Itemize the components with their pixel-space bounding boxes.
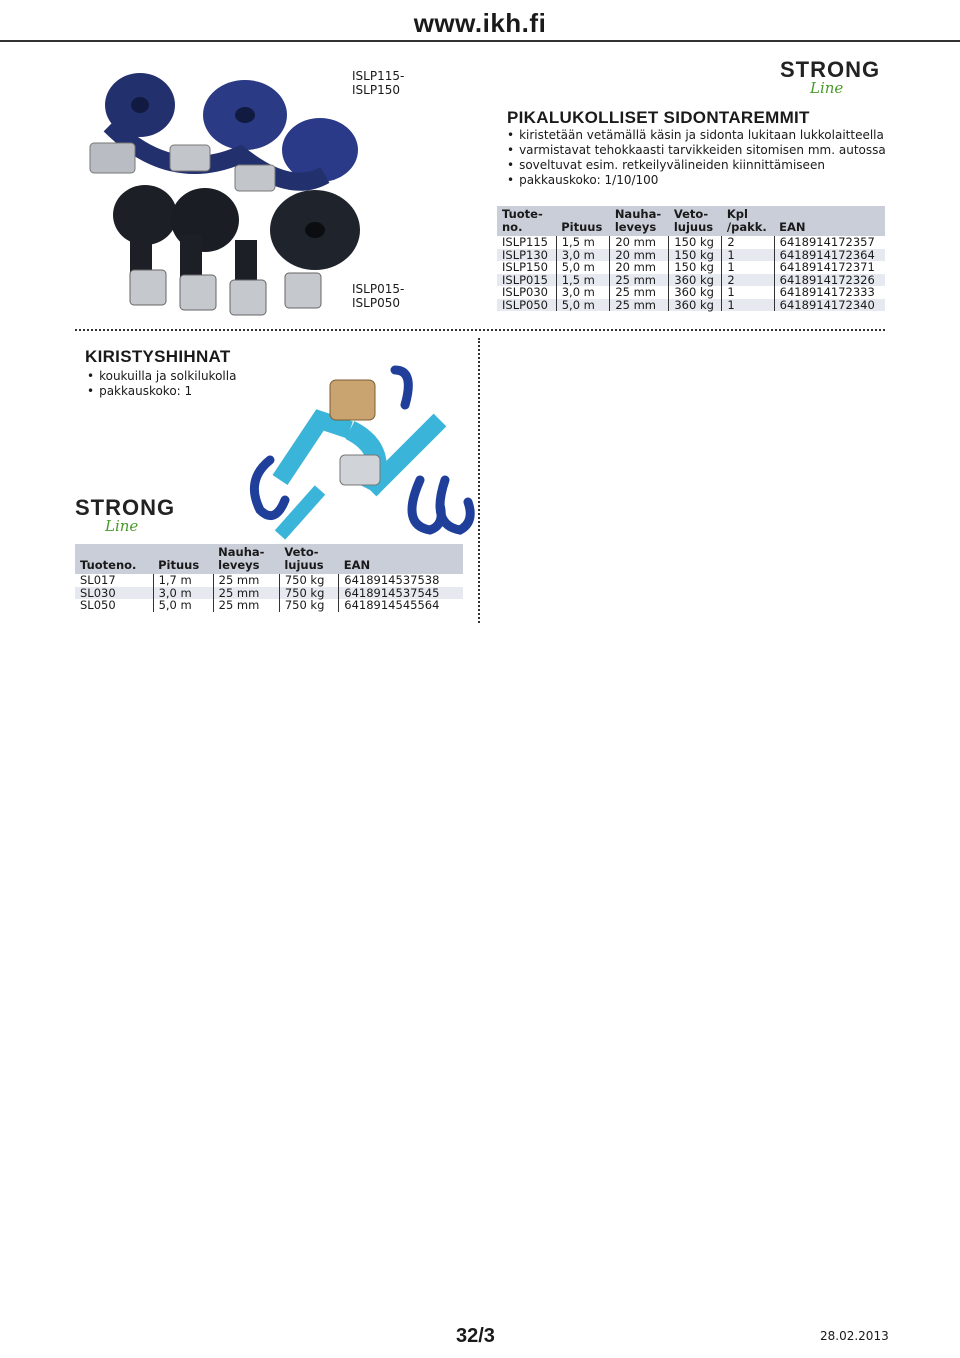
blue-buckle-1 [90,143,135,173]
column-header: Pituus [556,206,610,236]
cell: 1 [722,286,774,299]
label-line: ISLP015- [352,282,405,296]
cell: 360 kg [669,274,722,287]
feature-item: • koukuilla ja solkilukolla [87,369,337,384]
cell: 20 mm [610,249,669,262]
section-divider-horizontal [75,329,885,331]
site-title[interactable]: www.ikh.fi [413,8,547,38]
feature-item: • pakkauskoko: 1/10/100 [507,173,947,188]
black-strap-3 [235,240,257,285]
product-code-label-top [352,69,404,97]
cell: ISLP030 [502,285,548,299]
black-roll-3-core [305,222,325,238]
ratchet-buckle-lower [340,455,380,485]
cell: 6418914172333 [774,286,885,299]
black-strap-2 [180,235,202,280]
cell: 1 [722,261,774,274]
cell: 1,5 m [556,274,610,287]
cell: ISLP150 [502,260,548,274]
label-line: ISLP115- [352,69,405,83]
table-row [497,261,885,274]
column-header: Veto- lujuus [669,206,722,236]
column-header: Tuoteno. [75,544,153,574]
cell: 360 kg [669,286,722,299]
page-number: 32/3 [456,1325,495,1347]
ratchet-strap-image [240,360,480,540]
cell: 150 kg [669,236,722,249]
strap-rolls-image [70,55,360,325]
feature-item: • kiristetään vetämällä käsin ja sidonta lukitaan lukkolaitteella [507,128,947,143]
cell: 6418914172340 [774,299,885,312]
column-header: Pituus [153,544,213,574]
table-row [75,599,463,612]
hook-top-icon [395,370,408,405]
column-header: Nauha- leveys [610,206,669,236]
product-table [75,544,463,612]
cell: 25 mm [610,286,669,299]
strong-line-logo [75,495,176,535]
cell: 6418914545564 [339,599,463,612]
cell: ISLP050 [497,299,556,312]
table-row [497,299,885,312]
column-header: Kpl /pakk. [722,206,774,236]
label-line: ISLP150 [352,83,400,97]
table-row [75,574,463,587]
black-buckle-2 [180,275,216,310]
cell: 2 [722,236,774,249]
blue-roll-1-core [131,97,149,113]
cell: 25 mm [213,599,279,612]
cell: 1,7 m [153,574,213,587]
section-title: PIKALUKOLLISET SIDONTAREMMIT [507,108,810,127]
cell: 150 kg [669,261,722,274]
cell: SL017 [80,573,116,587]
column-header: Veto- lujuus [279,544,338,574]
black-buckle-1 [130,270,166,305]
cell: SL050 [80,598,116,612]
feature-item: • pakkauskoko: 1 [87,384,337,399]
cell: 1 [722,299,774,312]
blue-roll-2-core [235,107,255,123]
cell: 6418914172357 [774,236,885,249]
cell: 6418914172326 [774,274,885,287]
cell: ISLP115 [502,235,548,249]
print-date: 28.02.2013 [820,1329,889,1343]
cell: 25 mm [213,574,279,587]
product-code-label-bottom [352,282,404,310]
cell: ISLP015 [497,274,556,287]
cell: ISLP130 [497,249,556,262]
cell: 750 kg [279,587,338,600]
cell: 150 kg [669,249,722,262]
cell: 6418914537545 [339,587,463,600]
section-title: KIRISTYSHIHNAT [85,347,231,366]
column-header: EAN [774,206,885,236]
header-rule [0,40,960,42]
cell: 20 mm [610,236,669,249]
blue-buckle-3 [235,165,275,191]
cell: 1,5 m [556,236,610,249]
cell: 20 mm [610,261,669,274]
cell: 6418914172371 [774,261,885,274]
table-row [497,286,885,299]
blue-buckle-2 [170,145,210,171]
logo-wordmark: STRONG [780,57,881,82]
logo-wordmark: STRONG [75,495,176,520]
ratchet-buckle [330,380,375,420]
label-line: ISLP050 [352,296,400,310]
black-buckle-3 [230,280,266,315]
black-strap-1 [130,230,152,275]
cell: 6418914537538 [339,574,463,587]
column-header: EAN [339,544,463,574]
feature-item: • varmistavat tehokkaasti tarvikkeiden sitomisen mm. autossa [507,143,947,158]
cell: 750 kg [279,599,338,612]
table-header-row [75,544,463,574]
cell: 5,0 m [556,261,610,274]
feature-item: • soveltuvat esim. retkeilyvälineiden kiinnittämiseen [507,158,947,173]
cell: 2 [722,274,774,287]
logo-script: Line [105,517,139,535]
product-table [497,206,885,311]
strong-line-logo [780,57,881,97]
cell: SL030 [75,587,153,600]
cell: 6418914172364 [774,249,885,262]
column-header: Nauha- leveys [213,544,279,574]
table-row [497,236,885,249]
cell: 5,0 m [153,599,213,612]
cell: 25 mm [610,274,669,287]
cell: 3,0 m [153,587,213,600]
cell: 360 kg [669,299,722,312]
cell: 25 mm [610,299,669,312]
cell: 3,0 m [556,286,610,299]
cell: 5,0 m [556,299,610,312]
cell: 1 [722,249,774,262]
feature-list [507,128,947,188]
column-header: Tuote- no. [497,206,556,236]
black-buckle-4 [285,273,321,308]
cell: 25 mm [213,587,279,600]
table-header-row [497,206,885,236]
logo-script: Line [810,79,844,97]
cell: 3,0 m [556,249,610,262]
cell: 750 kg [279,574,338,587]
